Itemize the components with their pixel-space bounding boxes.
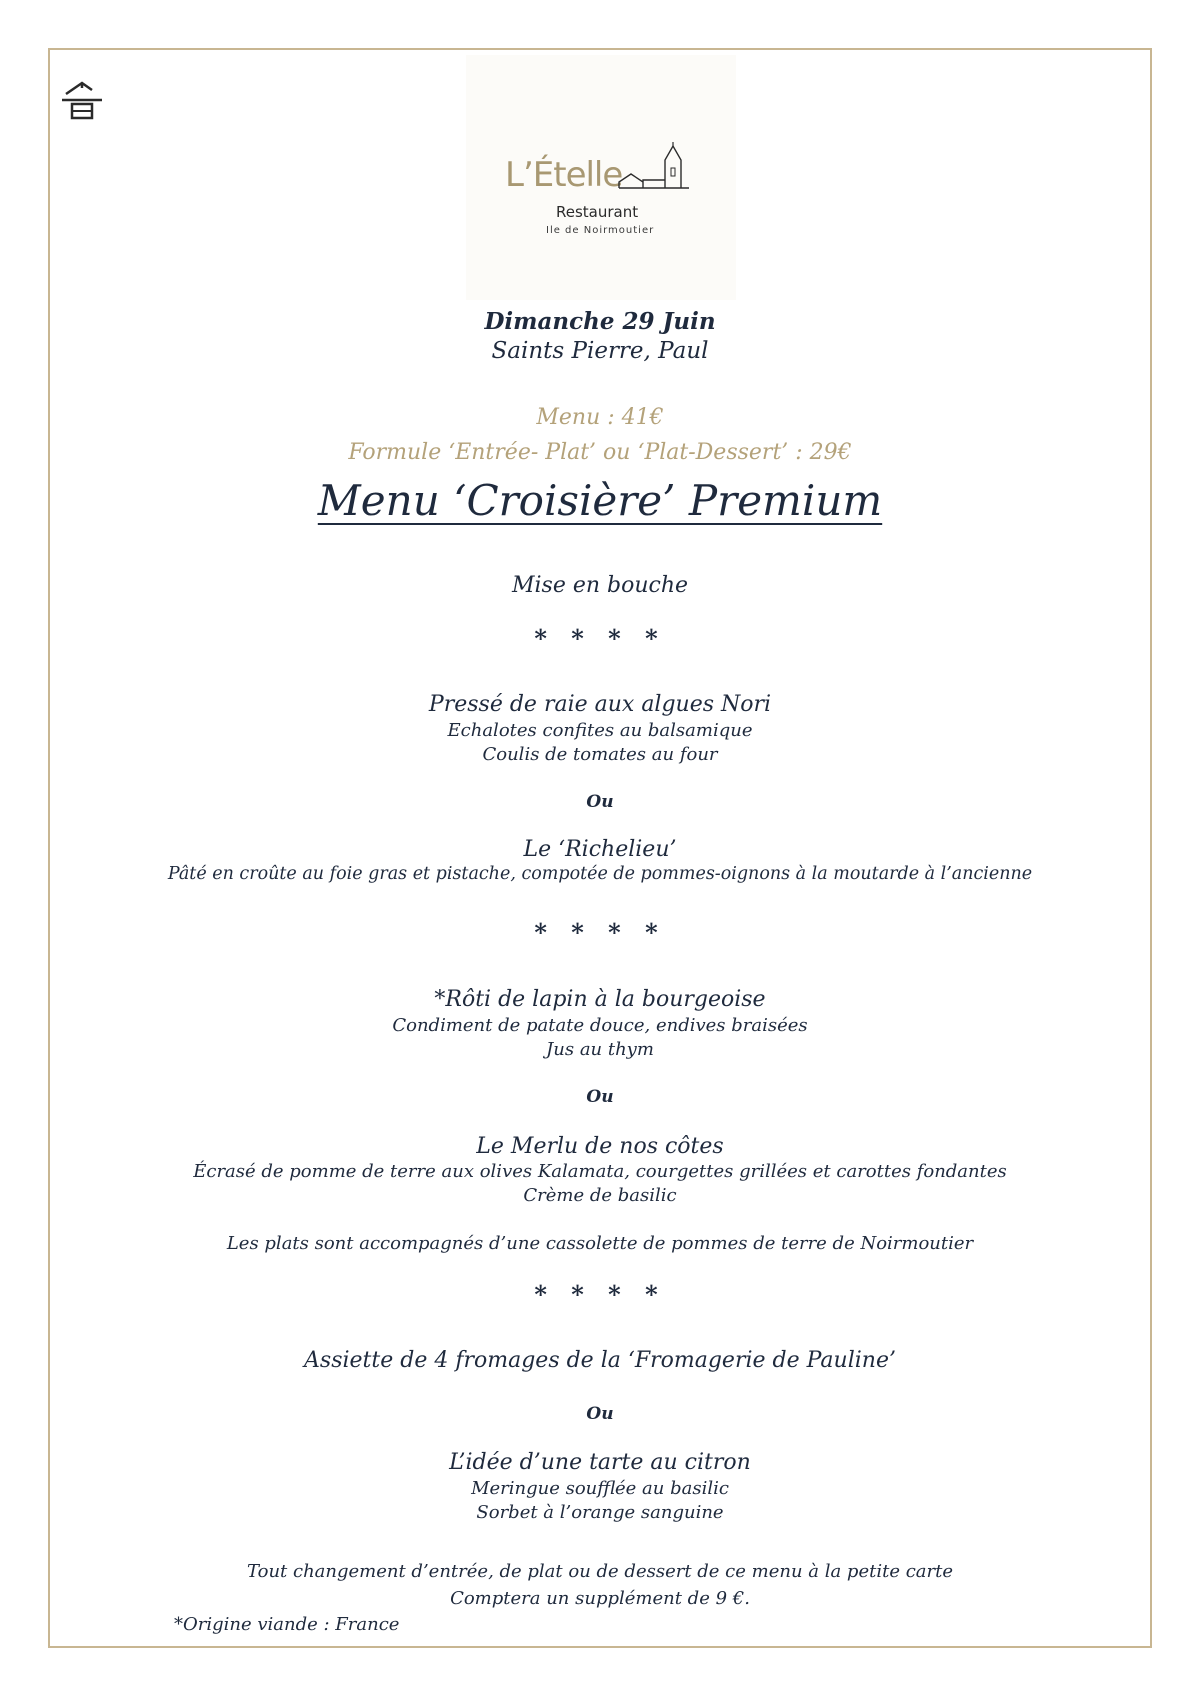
logo-name: L’Ételle: [505, 155, 623, 195]
course-separator: * * * *: [534, 918, 666, 947]
main-2-detail: Crème de basilic: [523, 1185, 677, 1206]
formule-price: Formule ‘Entrée- Plat’ ou ‘Plat-Dessert’ : 29€: [348, 440, 852, 465]
or-label: Ou: [586, 1087, 614, 1107]
supplement-notice: Tout changement d’entrée, de plat ou de dessert de ce menu à la petite carte: [247, 1561, 953, 1582]
main-1-detail: Condiment de patate douce, endives braisées: [392, 1015, 808, 1036]
main-1-name: *Rôti de lapin à la bourgeoise: [434, 987, 766, 1012]
menu-title: Menu ‘Croisière’ Premium: [317, 476, 883, 525]
or-label: Ou: [586, 1404, 614, 1424]
amuse-bouche: Mise en bouche: [511, 573, 689, 598]
starter-1-name: Pressé de raie aux algues Nori: [428, 692, 772, 717]
or-label: Ou: [586, 792, 614, 812]
main-1-detail: Jus au thym: [546, 1039, 654, 1060]
dessert-2-detail: Meringue soufflée au basilic: [471, 1478, 729, 1499]
menu-price: Menu : 41€: [536, 405, 664, 430]
main-2-name: Le Merlu de nos côtes: [476, 1134, 724, 1159]
starter-2-name: Le ‘Richelieu’: [523, 837, 677, 862]
starter-2-detail: Pâté en croûte au foie gras et pistache, compotée de pommes-oignons à la moutarde à l’ancienne: [167, 864, 1033, 884]
dessert-1-name: Assiette de 4 fromages de la ‘Fromagerie de Pauline’: [304, 1348, 896, 1373]
menu-date: Dimanche 29 Juin: [484, 308, 716, 335]
supplement-notice: Comptera un supplément de 9 €.: [450, 1588, 750, 1609]
dessert-2-name: L’idée d’une tarte au citron: [449, 1450, 751, 1475]
saints-of-day: Saints Pierre, Paul: [491, 338, 709, 364]
logo-location: Ile de Noirmoutier: [546, 225, 655, 236]
logo-subtitle: Restaurant: [556, 203, 639, 221]
course-separator: * * * *: [534, 624, 666, 653]
starter-1-detail: Coulis de tomates au four: [482, 744, 718, 765]
starter-1-detail: Echalotes confites au balsamique: [447, 720, 753, 741]
house-logo-icon: [617, 142, 691, 202]
meat-origin-note: *Origine viande : France: [174, 1614, 400, 1635]
house-outline-icon: [60, 80, 104, 124]
course-separator: * * * *: [534, 1280, 666, 1309]
mains-side-note: Les plats sont accompagnés d’une cassolette de pommes de terre de Noirmoutier: [226, 1233, 974, 1254]
dessert-2-detail: Sorbet à l’orange sanguine: [476, 1502, 724, 1523]
main-2-detail: Écrasé de pomme de terre aux olives Kalamata, courgettes grillées et carottes fondantes: [193, 1161, 1007, 1182]
